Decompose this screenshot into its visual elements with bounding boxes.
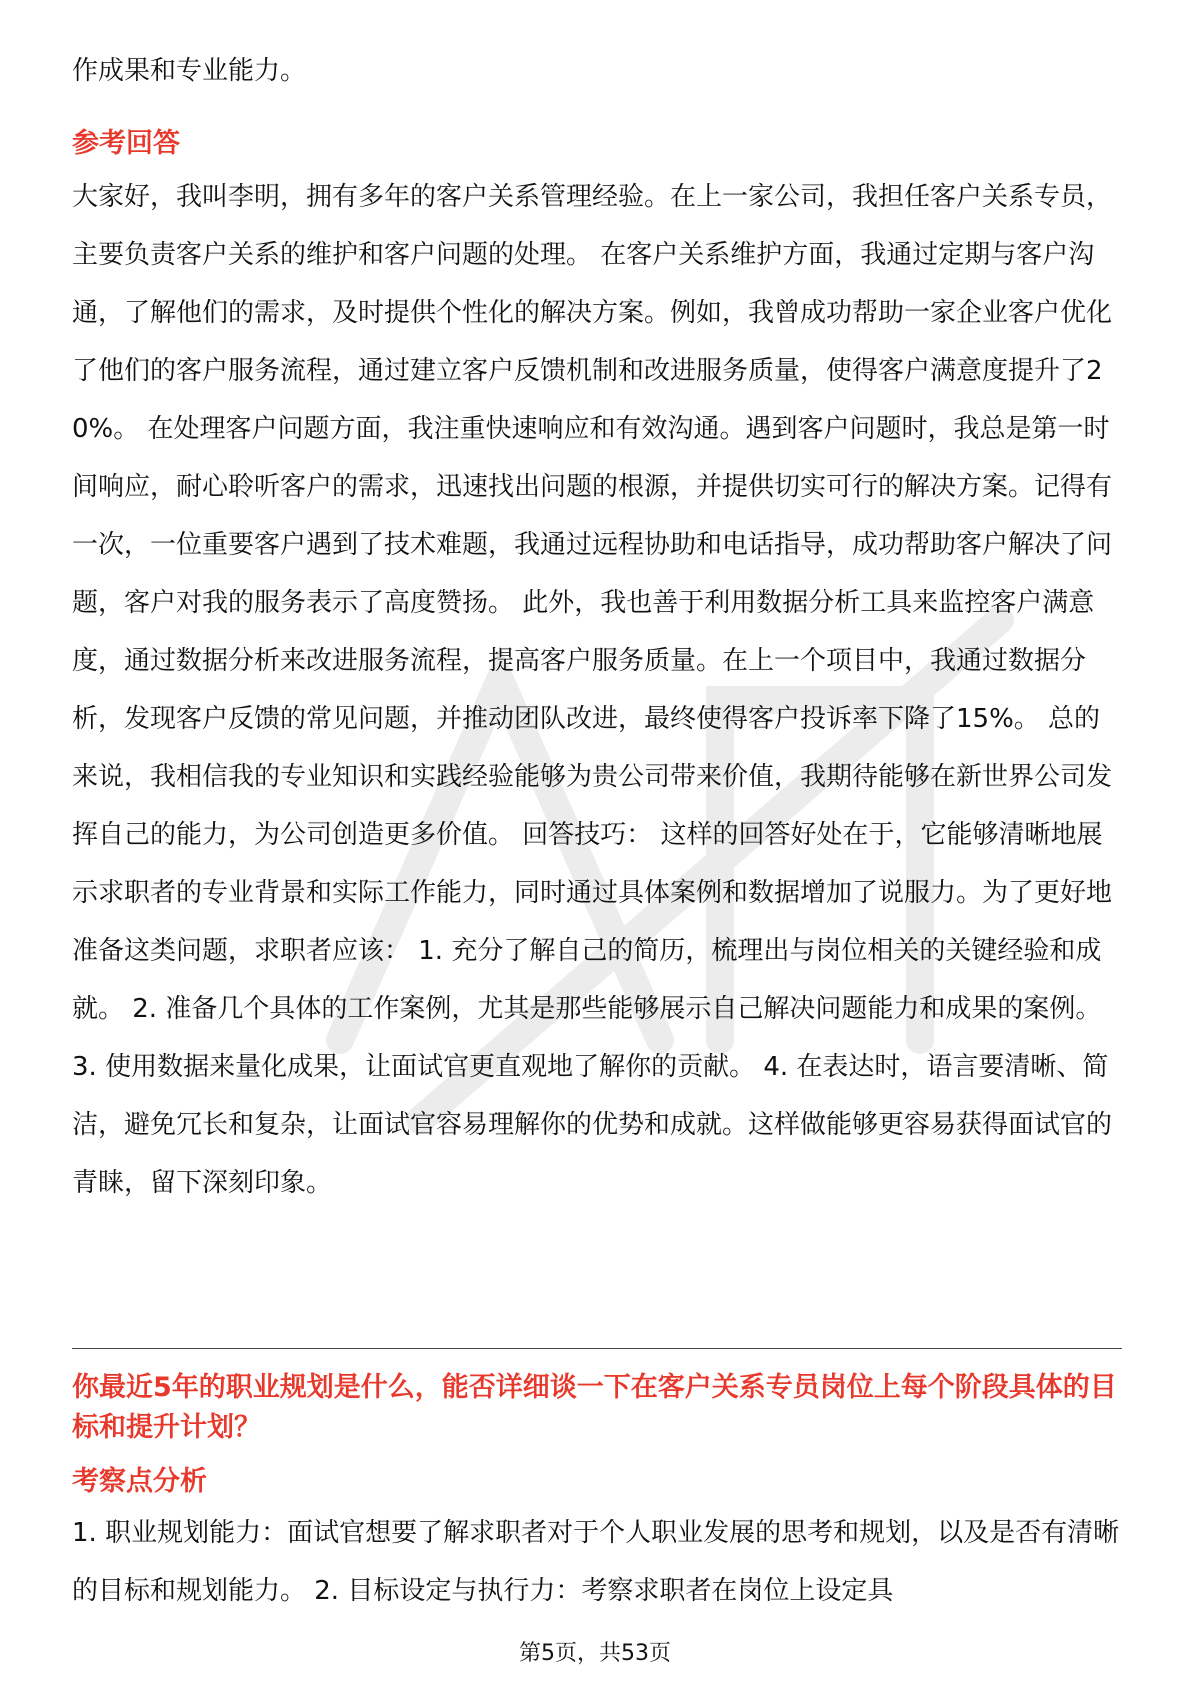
answer-paragraph: 大家好，我叫李明，拥有多年的客户关系管理经验。在上一家公司，我担任客户关系专员，主要负责客户关系的维护和客户问题的处理。 在客户关系维护方面，我通过定期与客户沟通，了解他们的需求，及时提供个性化的解决方案。例如，我曾成功帮助一家企业客户优化了他们的客户服务流程，通过建立客户反馈机制和改进服务质量，使得客户满意度提升了20%。 在处理客户问题方面，我注重快速响应和有效沟通。遇到客户问题时，我总是第一时间响应，耐心聆听客户的需求，迅速找出问题的根源，并提供切实可行的解决方案。记得有一次，一位重要客户遇到了技术难题，我通过远程协助和电话指导，成功帮助客户解决了问题，客户对我的服务表示了高度赞扬。 此外，我也善于利用数据分析工具来监控客户满意度，通过数据分析来改进服务流程，提高客户服务质量。在上一个项目中，我通过数据分析，发现客户反馈的常见问题，并推动团队改进，最终使得客户投诉率下降了15%。 总的来说，我相信我的专业知识和实践经验能够为贵公司带来价值，我期待能够在新世界公司发挥自己的能力，为公司创造更多价值。 回答技巧： 这样的回答好处在于，它能够清晰地展示求职者的专业背景和实际工作能力，同时通过具体案例和数据增加了说服力。为了更好地准备这类问题，求职者应该： 1. 充分了解自己的简历，梳理出与岗位相关的关键经验和成就。 2. 准备几个具体的工作案例，尤其是那些能够展示自己解决问题能力和成果的案例。 3. 使用数据来量化成果，让面试官更直观地了解你的贡献。 4. 在表达时，语言要清晰、简洁，避免冗长和复杂，让面试官容易理解你的优势和成就。这样做能够更容易获得面试官的青睐，留下深刻印象。 (72, 182, 1113, 1198)
section-divider (72, 1348, 1122, 1349)
question-heading: 你最近5年的职业规划是什么，能否详细谈一下在客户关系专员岗位上每个阶段具体的目标和提升计划？ (72, 1372, 1117, 1443)
analysis-paragraph: 1. 职业规划能力：面试官想要了解求职者对于个人职业发展的思考和规划，以及是否有清晰的目标和规划能力。 2. 目标设定与执行力：考察求职者在岗位上设定具 (72, 1518, 1120, 1606)
page-footer: 第5页，共53页 (519, 1641, 671, 1666)
answer-section-heading: 参考回答 (72, 128, 180, 159)
analysis-section-heading: 考察点分析 (72, 1466, 207, 1497)
intro-paragraph-tail: 作成果和专业能力。 (72, 56, 307, 86)
